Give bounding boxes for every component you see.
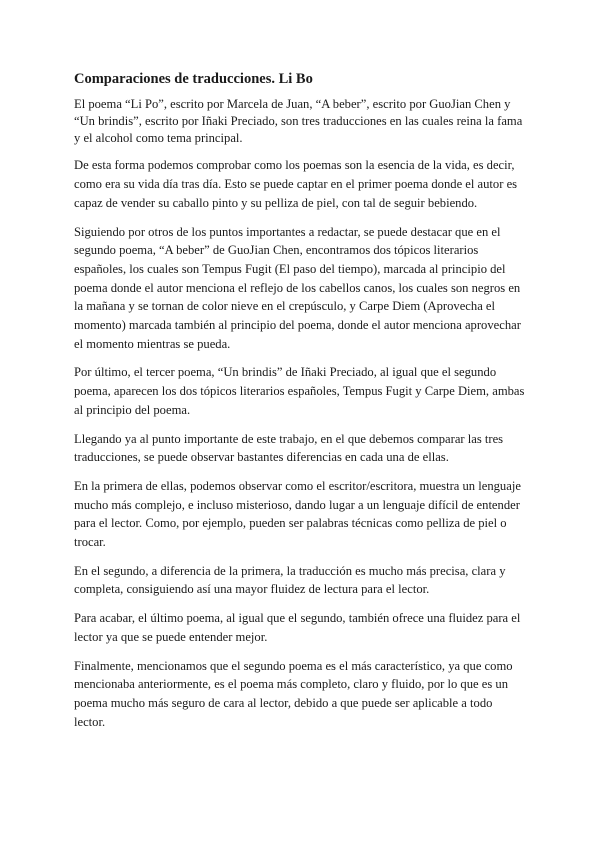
paragraph-essence: De esta forma podemos comprobar como los poemas son la esencia de la vida, es decir, como era su vida día tras día. Esto se puede captar en el primer poema donde el autor es capaz de vender su caballo pinto y su pelliza de piel, con tal de seguir bebiendo. bbox=[74, 158, 518, 210]
document-title: Comparaciones de traducciones. Li Bo bbox=[74, 71, 313, 87]
paragraph-last-translation: Para acabar, el último poema, al igual que el segundo, también ofrece una fluidez para el lector ya que se puede entender mejor. bbox=[74, 611, 521, 644]
paragraph-second-poem: Siguiendo por otros de los puntos importantes a redactar, se puede destacar que en el segundo poema, “A beber” de GuoJian Chen, encontramos dos tópicos literarios españoles, los cuales son Tempus Fugit (El paso del tiempo), marcada al principio del poema donde el autor menciona el reflejo de los cabellos canos, los cuales son negros en la mañana y se tornan de color nieve en el crepúsculo, y Carpe Diem (Aprovecha el momento) marcada también al principio del poema, donde el autor menciona aprovechar el momento mientras se pueda. bbox=[74, 224, 521, 351]
paragraph-conclusion: Finalmente, mencionamos que el segundo poema es el más característico, ya que como mencionaba anteriormente, es el poema más completo, claro y fluido, por lo que es un poema mucho más seguro de cara al lector, debido a que puede ser aplicable a todo lector. bbox=[74, 658, 513, 729]
paragraph-intro: El poema “Li Po”, escrito por Marcela de Juan, “A beber”, escrito por GuoJian Chen y “Un brindis”, escrito por Iñaki Preciado, son tres traducciones en las cuales reina la fama y el alcohol como tema principal. bbox=[74, 97, 523, 145]
paragraph-first-translation: En la primera de ellas, podemos observar como el escritor/escritora, muestra un lenguaje mucho más complejo, e incluso misterioso, dando lugar a un lenguaje difícil de entender para el lector. Como, por ejemplo, pueden ser palabras técnicas como pelliza de piel o trocar. bbox=[74, 478, 521, 550]
paragraph-third-poem: Por último, el tercer poema, “Un brindis” de Iñaki Preciado, al igual que el segundo poema, aparecen los dos tópicos literarios españoles, Tempus Fugit y Carpe Diem, ambas al principio del poema. bbox=[74, 365, 525, 417]
paragraph-comparison: Llegando ya al punto importante de este trabajo, en el que debemos comparar las tres traducciones, se puede observar bastantes diferencias en cada una de ellas. bbox=[74, 431, 504, 465]
paragraph-second-translation: En el segundo, a diferencia de la primera, la traducción es mucho más precisa, clara y completa, consiguiendo así una mayor fluidez de lectura para el lector. bbox=[74, 563, 506, 597]
